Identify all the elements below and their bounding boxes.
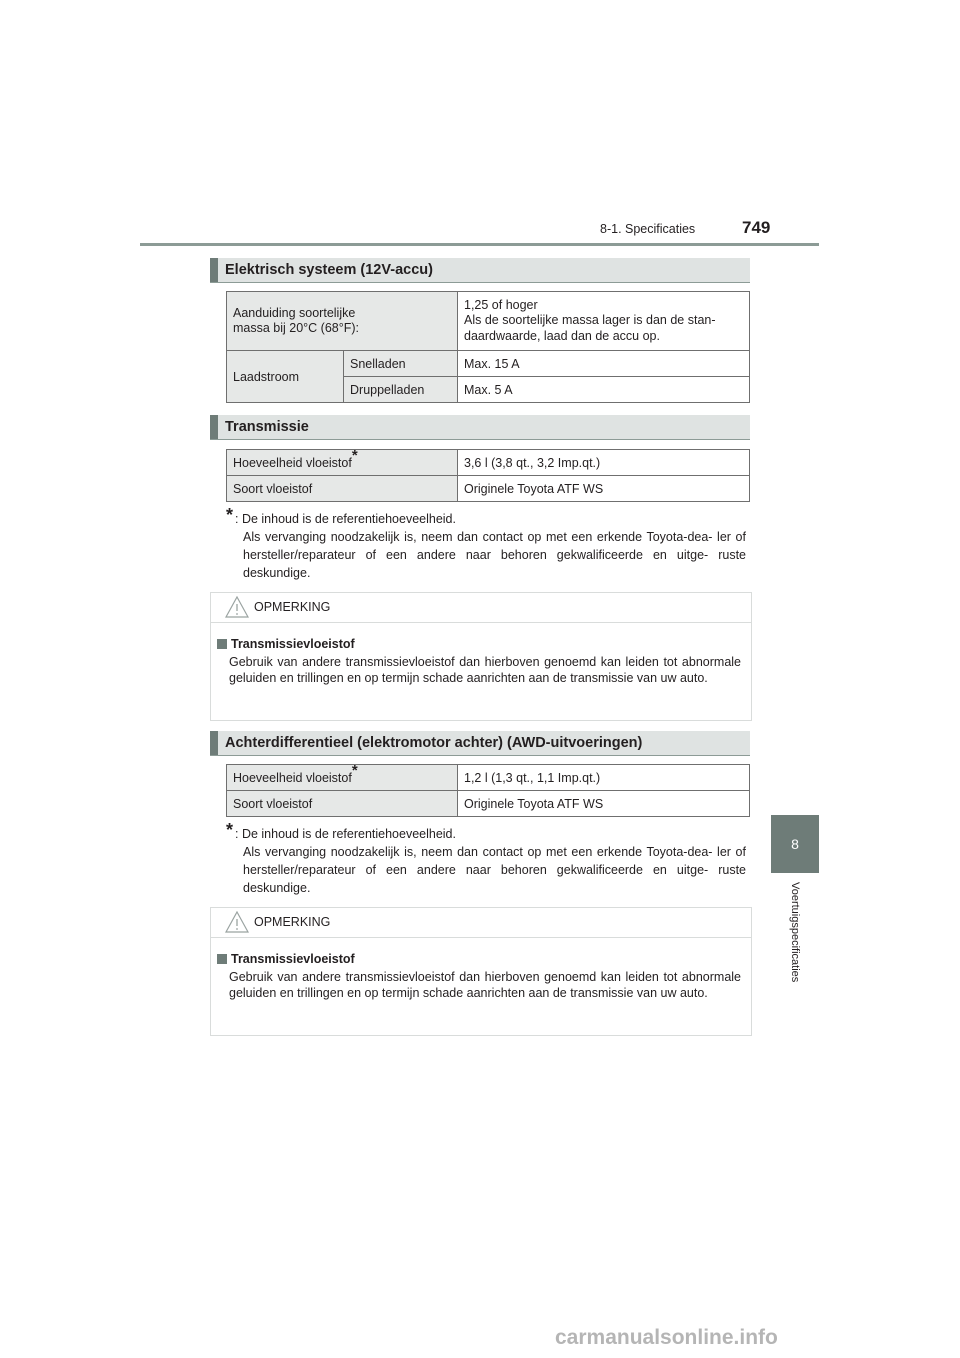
notice-heading: OPMERKING [254,915,331,929]
table-row [227,450,750,476]
section-title: Elektrisch systeem (12V-accu) [225,262,433,278]
table-cell-label: Hoeveelheid vloeistof* [227,450,458,476]
section-heading-marker [210,731,218,755]
table-cell-label: Laadstroom [227,351,344,403]
table-cell-value: Originele Toyota ATF WS [458,791,750,817]
table-cell-value: Max. 15 A [458,351,750,377]
footnote-marker: * [351,761,358,779]
footnote-marker: * [226,505,234,525]
electrical-spec-table [226,291,750,403]
transmission-spec-table [226,446,750,502]
bullet-square-icon [217,639,227,649]
page-number: 749 [742,218,771,237]
bullet-square-icon [217,954,227,964]
table-cell-label: Aanduiding soortelijke massa bij 20°C (68°F): [227,292,458,351]
chapter-tab-label: Voertuigspecificaties [789,882,801,983]
section-title: Transmissie [225,419,309,435]
rear-differential-spec-table [226,761,750,817]
header-rule [140,243,819,246]
section-heading-electrical [210,258,750,283]
table-cell-sublabel: Snelladen [344,351,458,377]
notice-heading: OPMERKING [254,600,331,614]
notice-box [210,592,752,721]
table-cell-label: Soort vloeistof [227,476,458,502]
notice-box [210,907,752,1036]
table-row [227,476,750,502]
table-cell-value: Max. 5 A [458,377,750,403]
notice-text: Gebruik van andere transmissievloeistof dan hierboven genoemd kan leiden tot abnormale geluiden en trillingen en op termijn schade aanrichten aan de transmissie van uw auto. [229,655,741,685]
notice-title: Transmissievloeistof [217,637,741,651]
warning-icon [225,596,249,623]
table-row [227,351,750,377]
table-cell-value: 1,25 of hoger Als de soortelijke massa lager is dan de stan- daardwaarde, laad dan de accu op. [458,292,750,351]
table-cell-value: 1,2 l (1,3 qt., 1,1 Imp.qt.) [458,765,750,791]
section-heading-rear-differential [210,731,750,756]
table-row [227,765,750,791]
table-cell-sublabel: Druppelladen [344,377,458,403]
table-row [227,791,750,817]
footnote-marker: * [351,446,358,464]
section-heading-marker [210,258,218,282]
footnote-marker: * [226,820,234,840]
table-cell-label: Hoeveelheid vloeistof* [227,765,458,791]
section-heading-marker [210,415,218,439]
warning-icon [225,911,249,938]
notice-text: Gebruik van andere transmissievloeistof dan hierboven genoemd kan leiden tot abnormale geluiden en trillingen en op termijn schade aanrichten aan de transmissie van uw auto. [229,970,741,1000]
table-row [227,292,750,351]
section-header: 8-1. Specificaties [600,222,696,236]
table-cell-value: 3,6 l (3,8 qt., 3,2 Imp.qt.) [458,450,750,476]
watermark: carmanualsonline.info [555,1326,778,1349]
notice-header [211,908,751,938]
notice-header [211,593,751,623]
notice-title: Transmissievloeistof [217,952,741,966]
table-cell-label: Soort vloeistof [227,791,458,817]
section-heading-transmission [210,415,750,440]
section-title: Achterdifferentieel (elektromotor achter) (AWD-uitvoeringen) [225,735,643,751]
chapter-tab: 8 [771,815,819,873]
table-cell-value: Originele Toyota ATF WS [458,476,750,502]
